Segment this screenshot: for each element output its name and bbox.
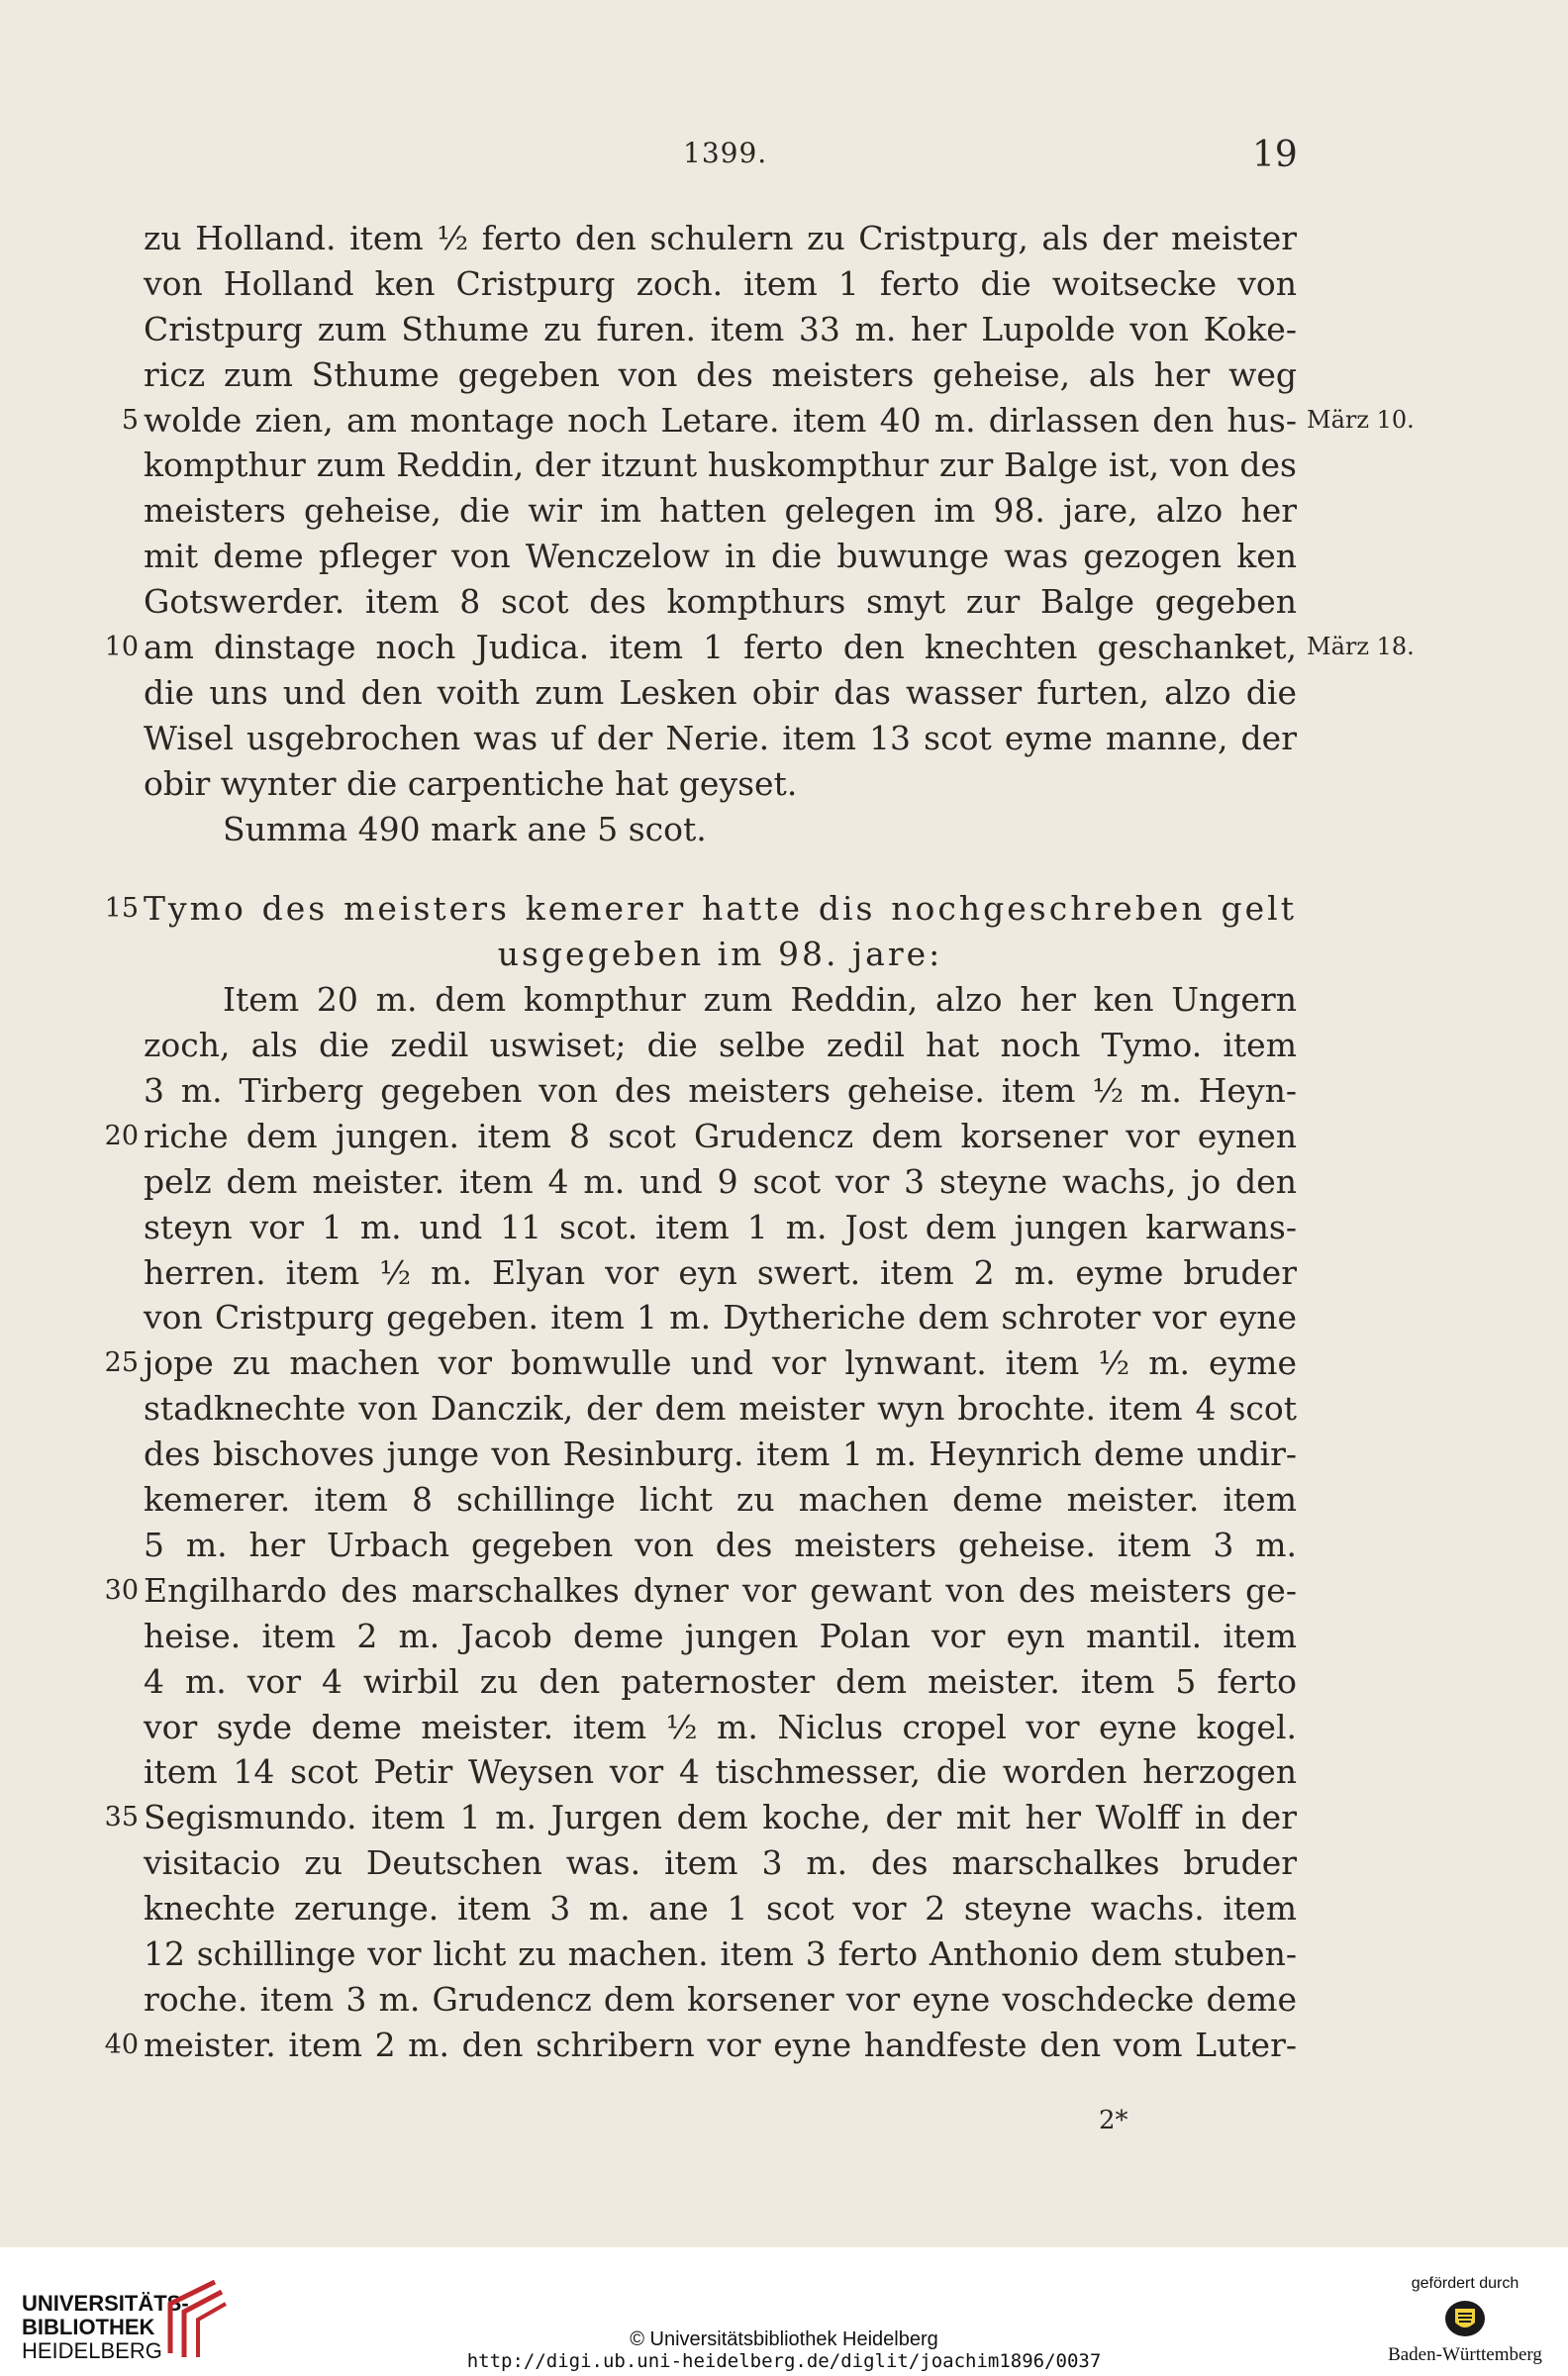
text-line: [144, 1931, 1297, 1977]
text-line: [144, 261, 1297, 307]
line-text: obir wynter die carpentiche hat geyset.: [144, 763, 798, 803]
sponsor-block: [1376, 2275, 1554, 2366]
text-line: [144, 534, 1297, 579]
line-text: kompthur zum Reddin, der itzunt huskompthur zur Balge ist, von des: [144, 446, 1297, 485]
line-text: knechte zerunge. item 3 m. ane 1 scot vor 2 steyne wachs. item: [144, 1889, 1297, 1929]
line-text: meister. item 2 m. den schribern vor eyne handfeste den vom Luter-: [144, 2025, 1297, 2064]
line-text: Gotswerder. item 8 scot des kompthurs smyt zur Balge gegeben: [144, 582, 1297, 622]
text-line: [104, 886, 1297, 932]
text-line: [144, 1068, 1297, 1114]
line-text: 3 m. Tirberg gegeben von des meisters geheise. item ½ m. Heyn-: [144, 1071, 1297, 1111]
line-text: Segismundo. item 1 m. Jurgen dem koche, der mit her Wolff in der: [144, 1798, 1297, 1837]
text-line: [121, 398, 1415, 444]
library-name: UNIVERSITÄTS- BIBLIOTHEK HEIDELBERG: [22, 2291, 189, 2363]
line-text: visitacio zu Deutschen was. item 3 m. des marschalkes bruder: [144, 1843, 1297, 1883]
line-number: 10: [104, 632, 139, 663]
text-line: [144, 932, 1297, 977]
text-line: [144, 352, 1297, 398]
text-line: [144, 977, 1297, 1023]
text-line: [144, 1705, 1297, 1750]
line-text: pelz dem meister. item 4 m. und 9 scot vor 3 steyne wachs, jo den: [144, 1161, 1297, 1201]
line-text: vor syde deme meister. item ½ m. Niclus cropel vor eyne kogel.: [144, 1707, 1297, 1746]
line-number: 15: [104, 893, 139, 925]
line-text: zoch, als die zedil uswiset; die selbe zedil hat noch Tymo. item: [144, 1026, 1297, 1065]
line-number: 25: [104, 1347, 139, 1379]
line-number: 5: [121, 404, 139, 436]
text-line: [144, 1386, 1297, 1432]
line-text: stadknechte von Danczik, der dem meister wyn brochte. item 4 scot: [144, 1389, 1297, 1429]
line-text: von Holland ken Cristpurg zoch. item 1 ferto die woitsecke von: [144, 263, 1297, 303]
line-number: 35: [104, 1802, 139, 1833]
line-text: die uns und den voith zum Lesken obir das wasser furten, alzo die: [144, 672, 1297, 712]
section-gap: [144, 851, 1297, 886]
text-line: [144, 716, 1297, 761]
text-line: [104, 1114, 1297, 1159]
text-line: [144, 761, 1297, 807]
line-text: item 14 scot Petir Weysen vor 4 tischmesser, die worden herzogen: [144, 1752, 1297, 1792]
margin-date-note: März 18.: [1307, 633, 1415, 661]
text-line: [144, 1477, 1297, 1523]
text-line: [144, 1614, 1297, 1659]
text-line: [144, 216, 1297, 261]
text-line: [104, 2023, 1297, 2068]
line-text: Engilhardo des marschalkes dyner vor gewant von des meisters ge-: [144, 1570, 1297, 1610]
running-head-year: 1399.: [683, 137, 768, 169]
text-line: [144, 1205, 1297, 1250]
signature-mark: 2*: [1099, 2106, 1128, 2135]
text-line: [144, 1977, 1297, 2023]
page-number: 19: [1252, 135, 1298, 175]
line-text: Tymo des meisters kemerer hatte dis nochgeschreben gelt: [144, 889, 1297, 929]
line-text: usgegeben im 98. jare:: [497, 935, 943, 974]
text-line: [104, 1795, 1297, 1840]
text-line: [144, 1523, 1297, 1568]
line-number: 30: [104, 1574, 139, 1606]
copyright-notice: © Universitätsbibliothek Heidelberg: [630, 2328, 938, 2350]
line-text: roche. item 3 m. Grudencz dem korsener vor eyne voschdecke deme: [144, 1979, 1297, 2019]
permalink[interactable]: http://digi.ub.uni-heidelberg.de/diglit/joachim1896/0037: [466, 2350, 1102, 2372]
text-line: [144, 1432, 1297, 1477]
line-text: heise. item 2 m. Jacob deme jungen Polan vor eyn mantil. item: [144, 1616, 1297, 1655]
line-text: Item 20 m. dem kompthur zum Reddin, alzo her ken Ungern: [223, 980, 1297, 1020]
line-text: riche dem jungen. item 8 scot Grudencz dem korsener vor eynen: [144, 1116, 1297, 1155]
text-line: [144, 307, 1297, 352]
text-line: [144, 579, 1297, 625]
line-text: 5 m. her Urbach gegeben von des meisters geheise. item 3 m.: [144, 1525, 1297, 1564]
line-text: mit deme pfleger von Wenczelow in die buwunge was gezogen ken: [144, 537, 1297, 576]
line-text: am dinstage noch Judica. item 1 ferto den knechten geschanket,: [144, 628, 1297, 667]
text-line: [144, 1250, 1297, 1296]
text-line: [144, 1159, 1297, 1205]
text-line: [144, 1023, 1297, 1068]
text-line: [144, 1295, 1297, 1340]
text-line: [104, 625, 1415, 670]
footer-bar: [0, 2247, 1568, 2376]
text-line: [104, 1568, 1297, 1614]
line-text: 12 schillinge vor licht zu machen. item 3 ferto Anthonio dem stuben-: [144, 1933, 1297, 1973]
text-line: [144, 1886, 1297, 1931]
line-text: steyn vor 1 m. und 11 scot. item 1 m. Jost dem jungen karwans-: [144, 1207, 1297, 1246]
sponsor-caption: gefördert durch: [1411, 2275, 1519, 2292]
state-crest-icon: [1443, 2299, 1487, 2338]
text-line: [144, 1840, 1297, 1886]
text-line: [144, 1749, 1297, 1795]
line-text: herren. item ½ m. Elyan vor eyn swert. item 2 m. eyme bruder: [144, 1252, 1297, 1292]
line-number: 20: [104, 1120, 139, 1151]
margin-date-note: März 10.: [1307, 405, 1415, 434]
line-text: zu Holland. item ½ ferto den schulern zu Cristpurg, als der meister: [144, 219, 1297, 257]
text-line: [144, 807, 1297, 852]
line-text: meisters geheise, die wir im hatten gelegen im 98. jare, alzo her: [144, 491, 1297, 531]
line-text: des bischoves junge von Resinburg. item 1 m. Heynrich deme undir-: [144, 1435, 1297, 1474]
line-text: ricz zum Sthume gegeben von des meisters geheise, als her weg: [144, 354, 1297, 394]
line-text: kemerer. item 8 schillinge licht zu machen deme meister. item: [144, 1480, 1297, 1520]
line-text: Cristpurg zum Sthume zu furen. item 33 m. her Lupolde von Koke-: [144, 309, 1297, 348]
text-line: [104, 1340, 1297, 1386]
text-line: [144, 443, 1297, 488]
text-line: [144, 1659, 1297, 1705]
running-head: [0, 137, 1568, 176]
text-line: [144, 670, 1297, 716]
body-text: [104, 216, 1415, 2068]
line-text: Wisel usgebrochen was uf der Nerie. item 13 scot eyme manne, der: [144, 718, 1297, 757]
line-text: 4 m. vor 4 wirbil zu den paternoster dem meister. item 5 ferto: [144, 1661, 1297, 1701]
line-text: Summa 490 mark ane 5 scot.: [223, 809, 707, 848]
text-line: [144, 488, 1297, 534]
sponsor-name: Baden-Württemberg: [1388, 2344, 1542, 2365]
line-text: von Cristpurg gegeben. item 1 m. Dytheriche dem schroter vor eyne: [144, 1298, 1297, 1337]
line-text: wolde zien, am montage noch Letare. item 40 m. dirlassen den hus-: [144, 400, 1297, 440]
line-number: 40: [104, 2029, 139, 2060]
line-text: jope zu machen vor bomwulle und vor lynwant. item ½ m. eyme: [144, 1343, 1297, 1383]
